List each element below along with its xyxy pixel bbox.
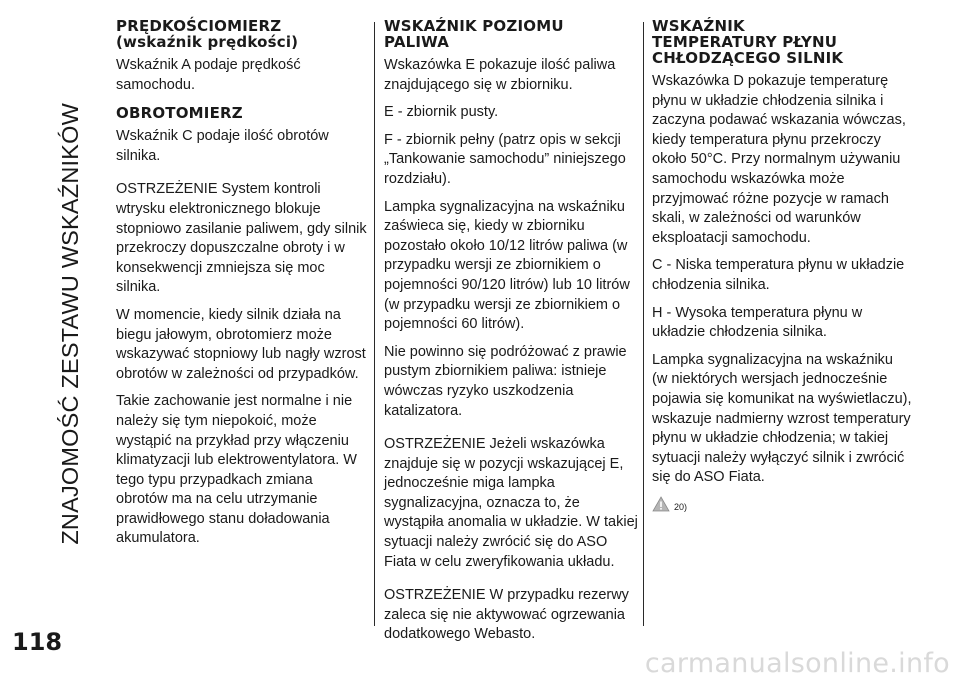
paragraph: E - zbiornik pusty.: [384, 104, 499, 121]
column-fuel-gauge: [384, 18, 638, 653]
heading-fuel-gauge: [384, 18, 638, 50]
paragraph: H - Wysoka temperatura płynu w układzie chłodzenia silnika.: [652, 304, 863, 341]
paragraph: Wskazówka E pokazuje ilość paliwa znajdującego się w zbiorniku.: [384, 57, 616, 93]
paragraph: Lampka sygnalizacyjna na wskaźniku zaświeca się, kiedy w zbiorniku pozostało około 10/12 litrów paliwa (w przypadku wersji ze zbiornikiem o pojemności 90/120 litrów) lub 10 litrów (w przypadku wersji ze zbiornikiem o pojemności 60 litrów).: [384, 198, 630, 333]
column-speedometer-tachometer: [116, 18, 368, 557]
paragraph: C - Niska temperatura płynu w układzie chłodzenia silnika.: [652, 257, 905, 293]
watermark: carmanualsonline.info: [644, 648, 950, 679]
heading-fuel-gauge-line1: WSKAŹNIK POZIOMU: [384, 17, 564, 35]
paragraph: Lampka sygnalizacyjna na wskaźniku (w niektórych wersjach jednocześnie pojawia się komunikat na wyświetlaczu), wskazuje nadmierny wzrost temperatury płynu w układzie chłodzenia; w takiej sytuacji należy wyłączyć silnik i zwrócić się do ASO Fiata.: [652, 351, 912, 486]
column-divider: [374, 22, 375, 626]
heading-tachometer: OBROTOMIERZ: [116, 104, 243, 123]
heading-speedometer-line1: PRĘDKOŚCIOMIERZ: [116, 17, 282, 35]
heading-speedometer-line2: (wskaźnik prędkości): [116, 33, 299, 51]
section-side-title-text: ZNAJOMOŚĆ ZESTAWU WSKAŹNIKÓW: [56, 103, 83, 545]
heading-speedometer: [116, 18, 368, 50]
paragraph: Wskaźnik C podaje ilość obrotów silnika.: [116, 128, 329, 164]
paragraph: Takie zachowanie jest normalne i nie należy się tym niepokoić, może wystąpić na przykład przy włączeniu klimatyzacji lub elektrowentylatora. W tego typu przypadkach zmiana obrotów ma na celu utrzymanie prawidłowego stanu doładowania akumulatora.: [116, 393, 357, 547]
note-reference-number: 20): [674, 501, 688, 512]
column-coolant-temperature: [652, 18, 912, 512]
paragraph: Wskaźnik A podaje prędkość samochodu.: [116, 57, 301, 93]
heading-coolant-line2: TEMPERATURY PŁYNU: [652, 33, 838, 51]
heading-coolant-line3: CHŁODZĄCEGO SILNIK: [652, 49, 844, 67]
paragraph: F - zbiornik pełny (patrz opis w sekcji „Tankowanie samochodu” niniejszego rozdziału).: [384, 131, 626, 187]
warning-note-reference: [652, 496, 912, 512]
warning-paragraph: OSTRZEŻENIE System kontroli wtrysku elektronicznego blokuje stopniowo zasilanie paliwem, gdy silnik przekroczy dopuszczalne obroty i w konsekwencji zmniejsza się moc silnika.: [116, 181, 367, 296]
warning-paragraph: OSTRZEŻENIE Jeżeli wskazówka znajduje się w pozycji wskazującej E, jednocześnie miga lampka sygnalizacyjna, oznacza to, że wystąpiła anomalia w układzie. W takiej sytuacji należy zwrócić się do ASO Fiata w celu zweryfikowania układu.: [384, 436, 638, 570]
section-side-title: [48, 8, 92, 640]
page-number: 118: [12, 628, 63, 656]
warning-triangle-icon: [652, 496, 670, 512]
warning-paragraph: OSTRZEŻENIE W przypadku rezerwy zaleca się nie aktywować ogrzewania dodatkowego Webasto.: [384, 587, 629, 643]
paragraph: Wskazówka D pokazuje temperaturę płynu w układzie chłodzenia silnika i zaczyna podawać wskazania wówczas, kiedy temperatura płynu przekroczy około 50°C. Przy normalnym używaniu samochodu wskazówka może przyjmować różne pozycje w ramach skali, w zależności od warunków eksploatacji samochodu.: [652, 73, 906, 246]
paragraph: W momencie, kiedy silnik działa na biegu jałowym, obrotomierz może wskazywać stopniowy lub nagły wzrost obrotów w zależności od przypadków.: [116, 306, 366, 382]
heading-fuel-gauge-line2: PALIWA: [384, 33, 450, 51]
column-divider: [643, 22, 644, 626]
heading-coolant-temperature: [652, 18, 912, 66]
heading-coolant-line1: WSKAŹNIK: [652, 17, 745, 35]
paragraph: Nie powinno się podróżować z prawie pustym zbiornikiem paliwa: istnieje wówczas ryzyko uszkodzenia katalizatora.: [384, 343, 627, 419]
